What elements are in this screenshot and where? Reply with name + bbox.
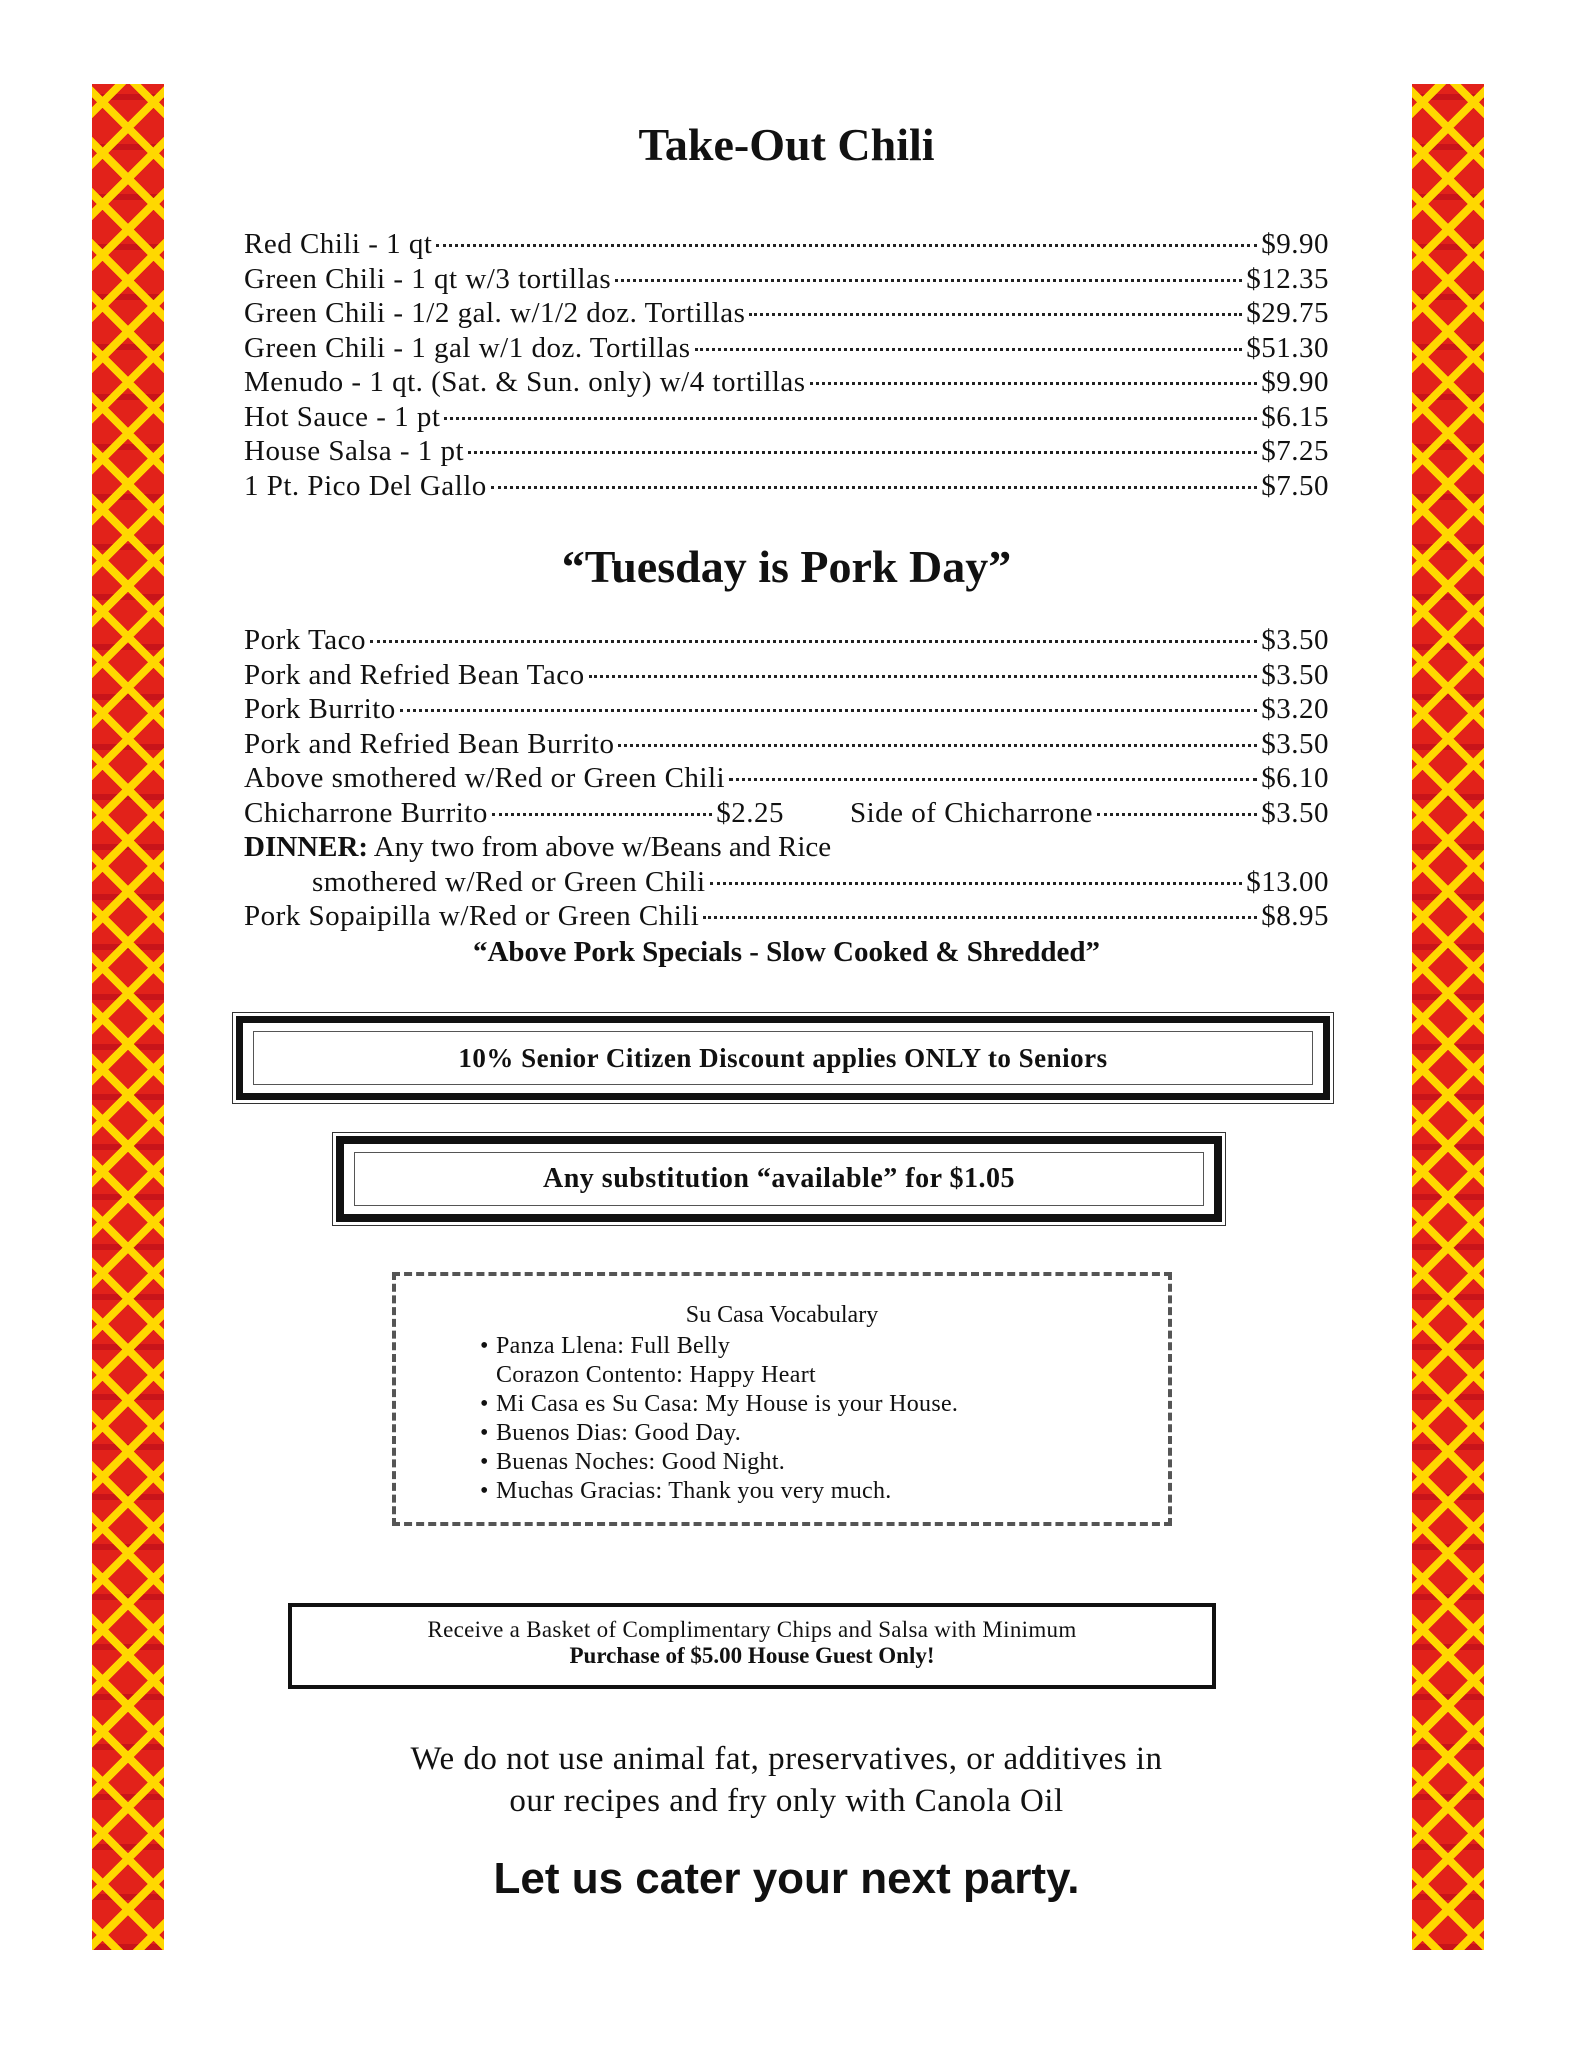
- item-price: $3.50: [1261, 796, 1329, 829]
- dot-leader: [444, 417, 1257, 420]
- item-price: $12.35: [1246, 262, 1329, 295]
- item-name: Pork Sopaipilla w/Red or Green Chili: [244, 900, 700, 932]
- item-price: $2.25: [716, 796, 784, 829]
- chips-line-2: Purchase of $5.00 House Guest Only!: [569, 1643, 935, 1668]
- chicharrone-burrito: [244, 797, 784, 830]
- menu-item: [244, 900, 1329, 935]
- dot-leader: [491, 486, 1257, 489]
- item-price: $51.30: [1246, 331, 1329, 364]
- item-price: $3.50: [1261, 727, 1329, 760]
- dinner-label: DINNER:: [244, 831, 369, 863]
- vocabulary-list: [480, 1332, 958, 1506]
- side-of-chicharrone: [850, 797, 1329, 830]
- dot-leader: [436, 244, 1257, 247]
- pork-specials-note: “Above Pork Specials - Slow Cooked & Shredded”: [472, 936, 1101, 968]
- menu-item: [244, 401, 1329, 436]
- bullet-icon: •: [480, 1420, 489, 1446]
- bullet-icon: •: [480, 1391, 489, 1417]
- vocabulary-text: Panza Llena: Full Belly: [496, 1333, 731, 1359]
- item-price: $13.00: [1246, 865, 1329, 898]
- vocabulary-item: [480, 1477, 958, 1506]
- item-price: $6.10: [1261, 762, 1329, 794]
- menu-item: [244, 263, 1329, 298]
- item-price: $3.20: [1261, 693, 1329, 725]
- item-name: Menudo - 1 qt. (Sat. & Sun. only) w/4 tortillas: [244, 366, 806, 398]
- menu-item: [244, 297, 1329, 332]
- dot-leader: [703, 916, 1257, 919]
- item-name: smothered w/Red or Green Chili: [312, 865, 706, 898]
- menu-item: [244, 659, 1329, 694]
- item-price: $6.15: [1261, 400, 1329, 433]
- menu-item: [244, 470, 1329, 505]
- item-name: Hot Sauce - 1 pt: [244, 400, 441, 433]
- dot-leader: [1097, 813, 1257, 816]
- dot-leader: [492, 813, 712, 816]
- item-name: Red Chili - 1 qt: [244, 228, 433, 260]
- vocabulary-text: Corazon Contento: Happy Heart: [496, 1362, 816, 1388]
- menu-item: [244, 435, 1329, 470]
- vocabulary-item: [480, 1419, 958, 1448]
- pork-list: [244, 624, 1329, 935]
- vocabulary-text: Buenos Dias: Good Day.: [496, 1420, 742, 1446]
- item-price: $3.50: [1261, 658, 1329, 691]
- item-name: Pork and Refried Bean Taco: [244, 658, 585, 691]
- item-price: $7.25: [1261, 435, 1329, 467]
- dinner-text: Any two from above w/Beans and Rice: [368, 831, 832, 863]
- bullet-icon: •: [480, 1478, 489, 1504]
- notice-line-1: We do not use animal fat, preservatives, or additives in: [410, 1741, 1163, 1777]
- decorative-border-right: [1412, 84, 1484, 1950]
- complimentary-chips-box: [288, 1603, 1216, 1689]
- menu-item: [244, 228, 1329, 263]
- dot-leader: [589, 675, 1258, 678]
- menu-item: [244, 624, 1329, 659]
- vocabulary-title: Su Casa Vocabulary: [685, 1302, 879, 1328]
- vocabulary-item: [480, 1332, 958, 1361]
- notice-line-2: our recipes and fry only with Canola Oil: [509, 1783, 1064, 1819]
- vocabulary-item: [480, 1390, 958, 1419]
- substitution-box: [336, 1136, 1222, 1222]
- bullet-icon: •: [480, 1333, 489, 1359]
- dot-leader: [749, 313, 1242, 316]
- item-price: $9.90: [1261, 228, 1329, 260]
- menu-item: [244, 332, 1329, 367]
- item-name: Pork Taco: [244, 624, 366, 656]
- dot-leader: [710, 882, 1243, 885]
- catering-tagline: Let us cater your next party.: [493, 1854, 1080, 1903]
- dinner-description: [244, 831, 1329, 866]
- dot-leader: [370, 640, 1257, 643]
- ingredients-notice: [244, 1738, 1329, 1822]
- item-price: $9.90: [1261, 366, 1329, 398]
- item-name: 1 Pt. Pico Del Gallo: [244, 469, 487, 502]
- item-price: $29.75: [1246, 297, 1329, 329]
- item-name: Green Chili - 1 qt w/3 tortillas: [244, 262, 612, 295]
- substitution-text: Any substitution “available” for $1.05: [354, 1152, 1204, 1206]
- vocabulary-text: Buenas Noches: Good Night.: [496, 1449, 786, 1475]
- item-name: Chicharrone Burrito: [244, 796, 488, 829]
- takeout-list: [244, 228, 1329, 504]
- vocabulary-text: Muchas Gracias: Thank you very much.: [496, 1478, 892, 1504]
- vocabulary-box: [392, 1272, 1172, 1526]
- dot-leader: [615, 279, 1242, 282]
- dot-leader: [729, 778, 1257, 781]
- senior-discount-text: 10% Senior Citizen Discount applies ONLY to Seniors: [253, 1031, 1313, 1085]
- item-name: Pork and Refried Bean Burrito: [244, 727, 615, 760]
- item-price: $7.50: [1261, 469, 1329, 502]
- bullet-icon: •: [480, 1449, 489, 1475]
- dot-leader: [468, 451, 1257, 454]
- item-name: House Salsa - 1 pt: [244, 435, 465, 467]
- dot-leader: [810, 382, 1258, 385]
- item-price: $3.50: [1261, 624, 1329, 656]
- menu-item: [244, 693, 1329, 728]
- chicharrone-row: [244, 797, 1329, 832]
- vocabulary-item: [480, 1448, 958, 1477]
- menu-item: [244, 866, 1329, 901]
- chips-line-1: Receive a Basket of Complimentary Chips and Salsa with Minimum: [427, 1617, 1077, 1642]
- item-price: $8.95: [1261, 900, 1329, 932]
- senior-discount-box: [236, 1016, 1330, 1100]
- item-name: Pork Burrito: [244, 693, 396, 725]
- item-name: Side of Chicharrone: [850, 796, 1094, 829]
- item-name: Above smothered w/Red or Green Chili: [244, 762, 726, 794]
- decorative-border-left: [92, 84, 164, 1950]
- menu-item: [244, 366, 1329, 401]
- menu-item: [244, 762, 1329, 797]
- vocabulary-item: [480, 1361, 958, 1390]
- takeout-title: Take-Out Chili: [638, 119, 935, 170]
- vocabulary-text: Mi Casa es Su Casa: My House is your House.: [496, 1391, 959, 1417]
- dot-leader: [400, 709, 1257, 712]
- dot-leader: [695, 348, 1243, 351]
- item-name: Green Chili - 1 gal w/1 doz. Tortillas: [244, 331, 691, 364]
- item-name: Green Chili - 1/2 gal. w/1/2 doz. Tortillas: [244, 297, 746, 329]
- pork-day-title: “Tuesday is Pork Day”: [561, 541, 1012, 592]
- menu-item: [244, 728, 1329, 763]
- dot-leader: [618, 744, 1257, 747]
